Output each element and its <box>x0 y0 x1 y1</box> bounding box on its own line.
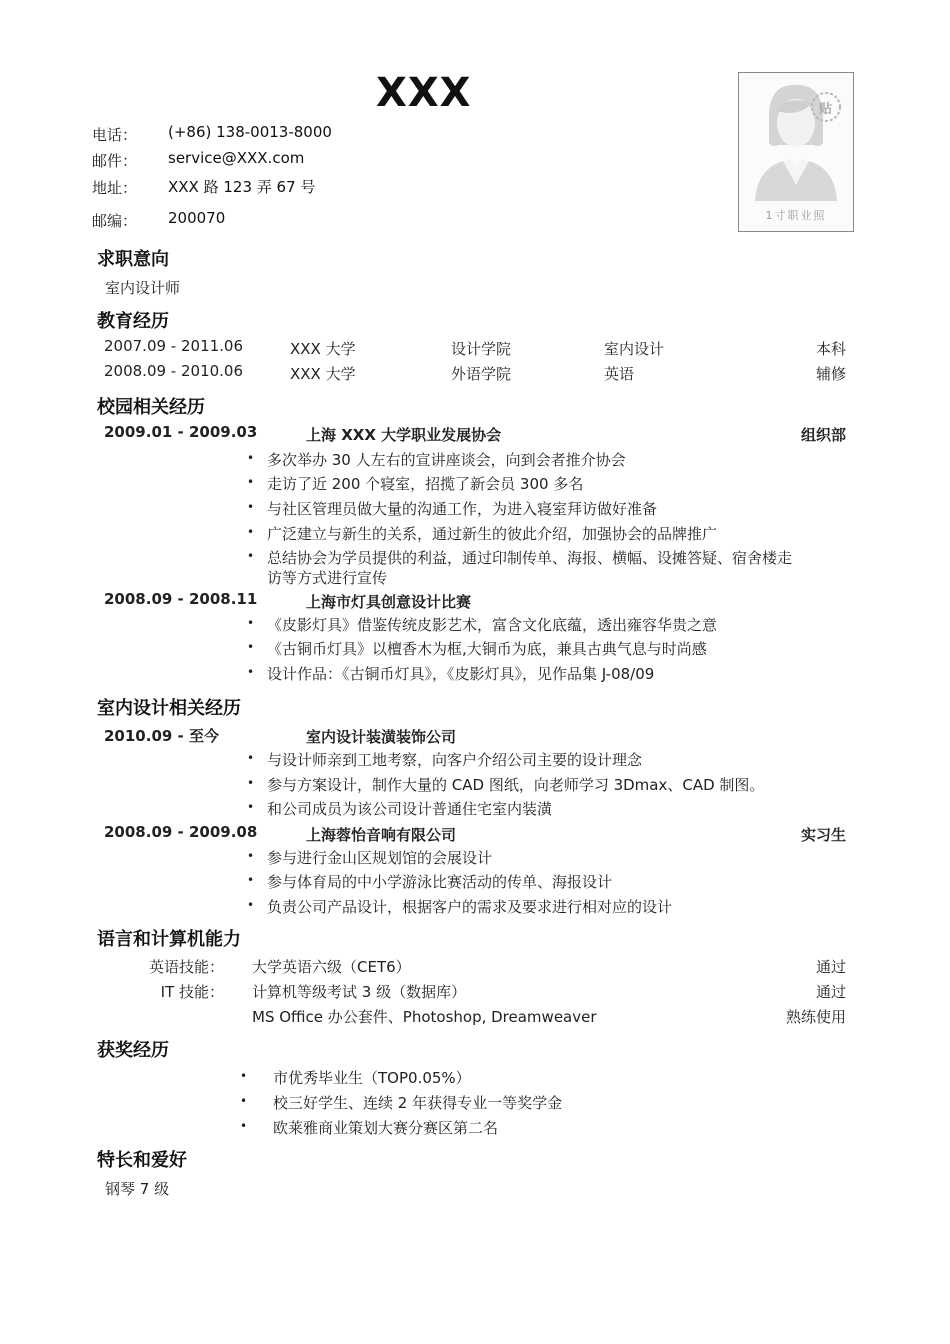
interior-org: 上海蓉怡音响有限公司 <box>306 826 457 844</box>
interior-bullet: 负责公司产品设计，根据客户的需求及要求进行相对应的设计 <box>267 898 673 916</box>
campus-role: 组织部 <box>800 426 846 444</box>
skill-status: 通过 <box>815 958 846 976</box>
interior-bullet: 参与方案设计，制作大量的 CAD 图纸，向老师学习 3Dmax、CAD 制图。 <box>267 776 765 794</box>
skill-value: MS Office 办公套件、Photoshop, Dreamweaver <box>252 1008 597 1026</box>
award-item: 校三好学生、连续 2 年获得专业一等奖学金 <box>273 1094 563 1112</box>
bullet-icon: • <box>247 665 255 679</box>
hobbies-heading: 特长和爱好 <box>97 1150 187 1171</box>
objective-value: 室内设计师 <box>105 279 181 297</box>
photo-placeholder <box>738 72 854 232</box>
interior-org: 室内设计装潢装饰公司 <box>306 728 457 746</box>
campus-heading: 校园相关经历 <box>97 397 205 418</box>
interior-period: 2010.09 - 至今 <box>104 727 219 745</box>
campus-bullet: 《古铜币灯具》以檀香木为框,大铜币为底，兼具古典气息与时尚感 <box>267 640 707 658</box>
campus-bullet: 走访了近 200 个寝室，招揽了新会员 300 多名 <box>267 475 584 493</box>
skill-value: 计算机等级考试 3 级（数据库） <box>252 983 467 1001</box>
education-period: 2008.09 - 2010.06 <box>104 362 244 380</box>
person-silhouette-icon <box>739 73 853 203</box>
skill-status: 通过 <box>815 983 846 1001</box>
bullet-icon: • <box>240 1069 248 1083</box>
skill-label: 英语技能： <box>148 958 224 976</box>
address-label: 地址： <box>92 179 138 197</box>
campus-bullet: 总结协会为学员提供的利益，通过印制传单、海报、横幅、设摊答疑、宿舍楼走 <box>267 549 793 567</box>
email-value: service@XXX.com <box>168 149 305 167</box>
campus-bullet-continued: 访等方式进行宣传 <box>267 569 388 587</box>
bullet-icon: • <box>247 500 255 514</box>
education-school: XXX 大学 <box>290 365 356 383</box>
campus-bullet: 广泛建立与新生的关系，通过新生的彼此介绍，加强协会的品牌推广 <box>267 525 718 543</box>
bullet-icon: • <box>247 525 255 539</box>
photo-caption: 1寸职业照 <box>765 209 827 222</box>
postcode-value: 200070 <box>168 209 226 227</box>
candidate-name: XXX <box>376 70 472 116</box>
education-school: XXX 大学 <box>290 340 356 358</box>
phone-label: 电话： <box>92 126 138 144</box>
bullet-icon: • <box>240 1119 248 1133</box>
interior-role: 实习生 <box>800 826 846 844</box>
education-heading: 教育经历 <box>97 311 169 332</box>
education-major: 室内设计 <box>604 340 665 358</box>
address-value: XXX 路 123 弄 67 号 <box>168 178 316 196</box>
skill-status: 熟练使用 <box>785 1008 846 1026</box>
bullet-icon: • <box>247 451 255 465</box>
photo-stamp: 贴 <box>819 102 833 117</box>
interior-bullet: 与设计师亲到工地考察，向客户介绍公司主要的设计理念 <box>267 751 643 769</box>
campus-bullet: 设计作品：《古铜币灯具》，《皮影灯具》，见作品集 J-08/09 <box>267 665 655 683</box>
bullet-icon: • <box>247 640 255 654</box>
campus-period: 2009.01 - 2009.03 <box>104 423 258 441</box>
bullet-icon: • <box>247 849 255 863</box>
skills-heading: 语言和计算机能力 <box>97 929 241 950</box>
interior-bullet: 参与体育局的中小学游泳比赛活动的传单、海报设计 <box>267 873 613 891</box>
campus-bullet: 多次举办 30 人左右的宣讲座谈会，向到会者推介协会 <box>267 451 626 469</box>
objective-heading: 求职意向 <box>97 249 169 270</box>
education-college: 外语学院 <box>451 365 512 383</box>
interior-heading: 室内设计相关经历 <box>97 698 241 719</box>
bullet-icon: • <box>247 616 255 630</box>
skill-value: 大学英语六级（CET6） <box>252 958 411 976</box>
bullet-icon: • <box>247 549 255 563</box>
campus-period: 2008.09 - 2008.11 <box>104 590 258 608</box>
education-period: 2007.09 - 2011.06 <box>104 337 244 355</box>
bullet-icon: • <box>247 898 255 912</box>
awards-heading: 获奖经历 <box>97 1040 169 1061</box>
education-college: 设计学院 <box>451 340 512 358</box>
email-label: 邮件： <box>92 152 138 170</box>
bullet-icon: • <box>247 776 255 790</box>
phone-value: (+86) 138-0013-8000 <box>168 123 332 141</box>
education-degree: 辅修 <box>815 365 846 383</box>
skill-label: IT 技能： <box>160 983 224 1001</box>
campus-bullet: 与社区管理员做大量的沟通工作，为进入寝室拜访做好准备 <box>267 500 658 518</box>
bullet-icon: • <box>247 475 255 489</box>
postcode-label: 邮编： <box>92 212 138 230</box>
bullet-icon: • <box>247 800 255 814</box>
interior-bullet: 参与进行金山区规划馆的会展设计 <box>267 849 493 867</box>
interior-period: 2008.09 - 2009.08 <box>104 823 258 841</box>
campus-org: 上海 XXX 大学职业发展协会 <box>306 426 502 444</box>
education-degree: 本科 <box>815 340 846 358</box>
interior-bullet: 和公司成员为该公司设计普通住宅室内装潢 <box>267 800 553 818</box>
award-item: 欧莱雅商业策划大赛分赛区第二名 <box>273 1119 499 1137</box>
bullet-icon: • <box>240 1094 248 1108</box>
bullet-icon: • <box>247 873 255 887</box>
campus-bullet: 《皮影灯具》借鉴传统皮影艺术，富含文化底蕴，透出雍容华贵之意 <box>267 616 718 634</box>
hobbies-value: 钢琴 7 级 <box>105 1180 170 1198</box>
education-major: 英语 <box>604 365 635 383</box>
campus-org: 上海市灯具创意设计比赛 <box>306 593 472 611</box>
bullet-icon: • <box>247 751 255 765</box>
award-item: 市优秀毕业生（TOP0.05%） <box>273 1069 471 1087</box>
